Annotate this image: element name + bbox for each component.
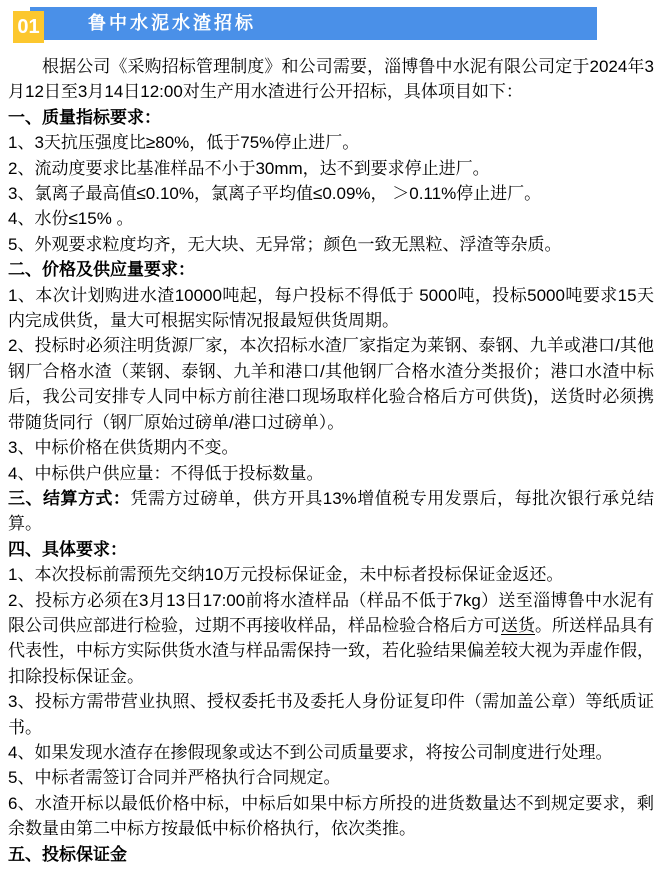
quality-item-1: 1、3天抗压强度比≥80%，低于75%停止进厂。 [8,133,360,153]
heading-specific-requirements: 四、具体要求： [8,539,127,559]
specific-item-2 [8,588,654,690]
heading-bid-deposit: 五、投标保证金 [8,844,127,864]
price-item-1: 1、本次计划购进水渣10000吨起，每户投标不得低于 5000吨，投标5000吨要求15天内完成供货，量大可根据实际情况报最短供货周期。 [8,285,654,331]
heading-settlement: 三、结算方式： [8,488,131,508]
specific-item-2-before: 2、投标方必须在3月13日17:00前将水渣样品（样品不低于7kg）送至淄博鲁中水泥有限公司供应部进行检验，过期不再接收样品，样品检验合格后方可 [8,590,654,635]
specific-item-5: 5、中标者需签订合同并严格执行合同规定。 [8,768,341,788]
price-item-3: 3、中标价格在供货期内不变。 [8,438,239,458]
heading-price-supply: 二、价格及供应量要求： [8,260,195,280]
section-title: 鲁中水泥水渣招标 [88,13,256,33]
quality-item-4: 4、水份≤15% 。 [8,209,134,229]
specific-item-3: 3、投标方需带营业执照、授权委托书及委托人身份证复印件（需加盖公章）等纸质证书。 [8,692,654,737]
quality-item-3: 3、氯离子最高值≤0.10%，氯离子平均值≤0.09%， ＞0.11%停止进厂。 [8,184,542,204]
document [0,7,662,867]
intro-paragraph: 根据公司《采购招标管理制度》和公司需要，淄博鲁中水泥有限公司定于2024年3月12日至3月14日12:00对生产用水渣进行公开招标，具体项目如下： [8,57,654,102]
section-number-badge [13,11,44,43]
settlement-text: 凭需方过磅单，供方开具13%增值税专用发票后，每批次银行承兑结算。 [8,488,655,534]
settlement-paragraph [8,486,654,537]
section-number: 01 [17,15,40,38]
section-header [17,7,597,40]
underlined-delivery-text: 送货 [501,615,535,635]
price-item-4: 4、中标供户供应量：不得低于投标数量。 [8,463,324,483]
document-body [0,40,662,867]
specific-item-6: 6、水渣开标以最低价格中标，中标后如果中标方所投的进货数量达不到规定要求，剩余数量由第二中标方按最低中标价格执行，依次类推。 [8,793,654,839]
price-item-2: 2、投标时必须注明货源厂家，本次招标水渣厂家指定为莱钢、泰钢、九羊或港口/其他钢厂合格水渣（莱钢、泰钢、九羊和港口/其他钢厂合格水渣分类报价；港口水渣中标后，我公司安排专人同中标方前往港口现场取样化验合格后方可供货)，送货时必须携带随货同行（钢厂原始过磅单/港口过磅单）。 [8,336,654,432]
specific-item-1: 1、本次投标前需预先交纳10万元投标保证金，未中标者投标保证金返还。 [8,565,564,585]
quality-item-5: 5、外观要求粒度均齐，无大块、无异常；颜色一致无黑粒、浮渣等杂质。 [8,234,562,254]
specific-item-2-after: 。所送样品具有代表性，中标方实际供货水渣与样品需保持一致，若化验结果偏差较大视为弄虚作假，扣除投标保证金。 [8,615,654,686]
specific-item-4: 4、如果发现水渣存在掺假现象或达不到公司质量要求，将按公司制度进行处理。 [8,742,613,762]
quality-item-2: 2、流动度要求比基准样品不小于30mm，达不到要求停止进厂。 [8,158,490,178]
heading-quality-requirements: 一、质量指标要求： [8,107,161,127]
